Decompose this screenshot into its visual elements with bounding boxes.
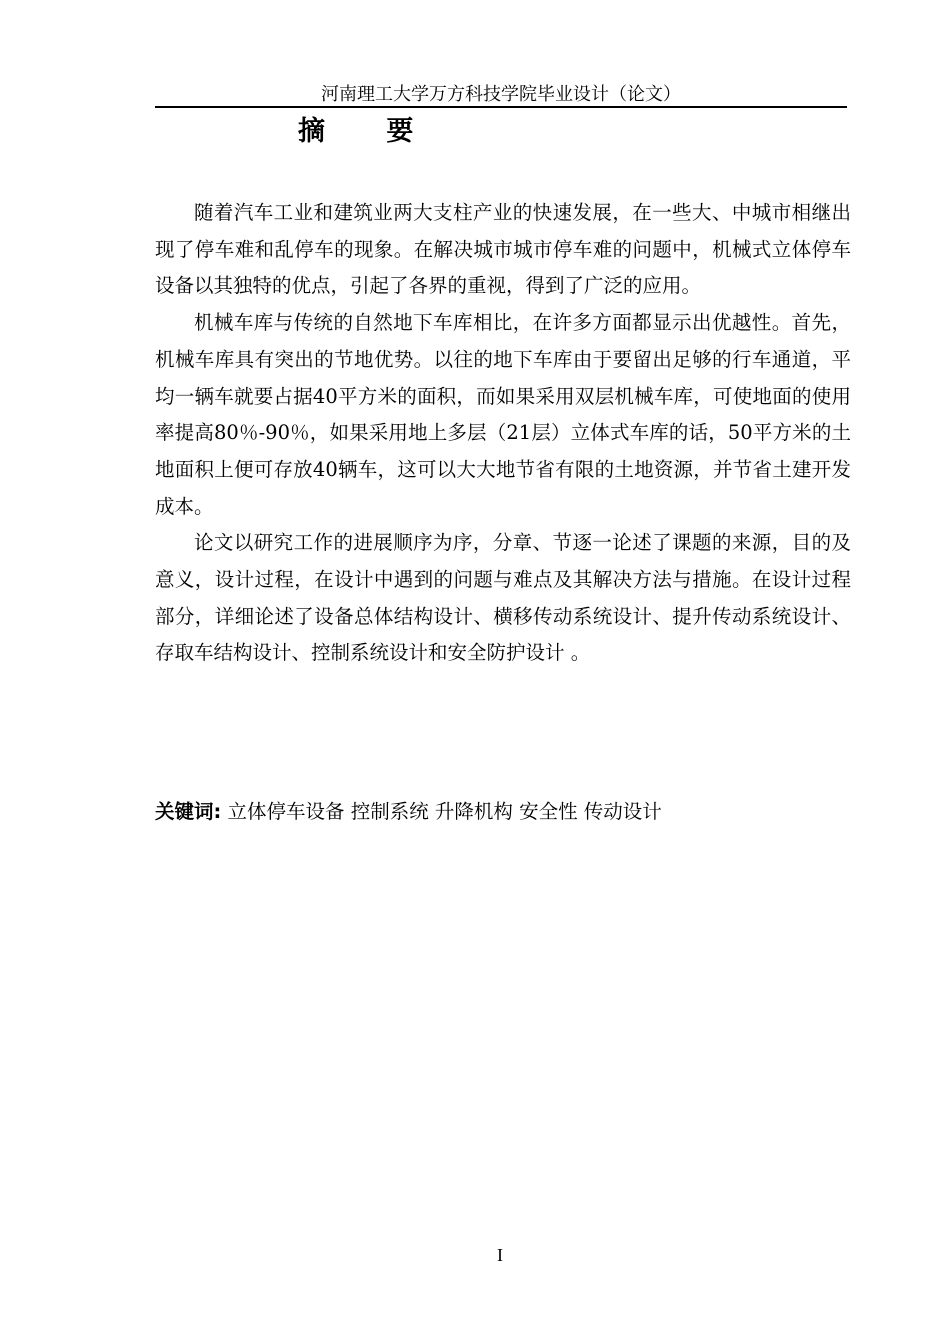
page-number: I	[497, 1245, 503, 1265]
abstract-body	[155, 195, 851, 672]
keywords-line	[155, 798, 855, 826]
keywords-label: 关键词:	[155, 800, 222, 823]
keywords-list: 立体停车设备 控制系统 升降机构 安全性 传动设计	[227, 800, 662, 823]
abstract-title: 摘 要	[298, 116, 440, 147]
abstract-paragraph-1: 随着汽车工业和建筑业两大支柱产业的快速发展，在一些大、中城市相继出现了停车难和乱停车的现象。在解决城市城市停车难的问题中，机械式立体停车设备以其独特的优点，引起了各界的重视，得到了广泛的应用。	[155, 201, 851, 298]
abstract-paragraph-3: 论文以研究工作的进展顺序为序，分章、节逐一论述了课题的来源，目的及意义，设计过程，在设计中遇到的问题与难点及其解决方法与措施。在设计过程部分，详细论述了设备总体结构设计、横移传动系统设计、提升传动系统设计、存取车结构设计、控制系统设计和安全防护设计 。	[155, 531, 851, 665]
abstract-paragraph-2: 机械车库与传统的自然地下车库相比，在许多方面都显示出优越性。首先，机械车库具有突出的节地优势。以往的地下车库由于要留出足够的行车通道，平均一辆车就要占据40平方米的面积，而如果采用双层机械车库，可使地面的使用率提高80％-90％，如果采用地上多层（21层）立体式车库的话，50平方米的土地面积上便可存放40辆车，这可以大大地节省有限的土地资源，并节省土建开发成本。	[155, 311, 851, 518]
page-header: 河南理工大学万方科技学院毕业设计（论文）	[321, 84, 681, 105]
header-divider	[155, 106, 847, 108]
